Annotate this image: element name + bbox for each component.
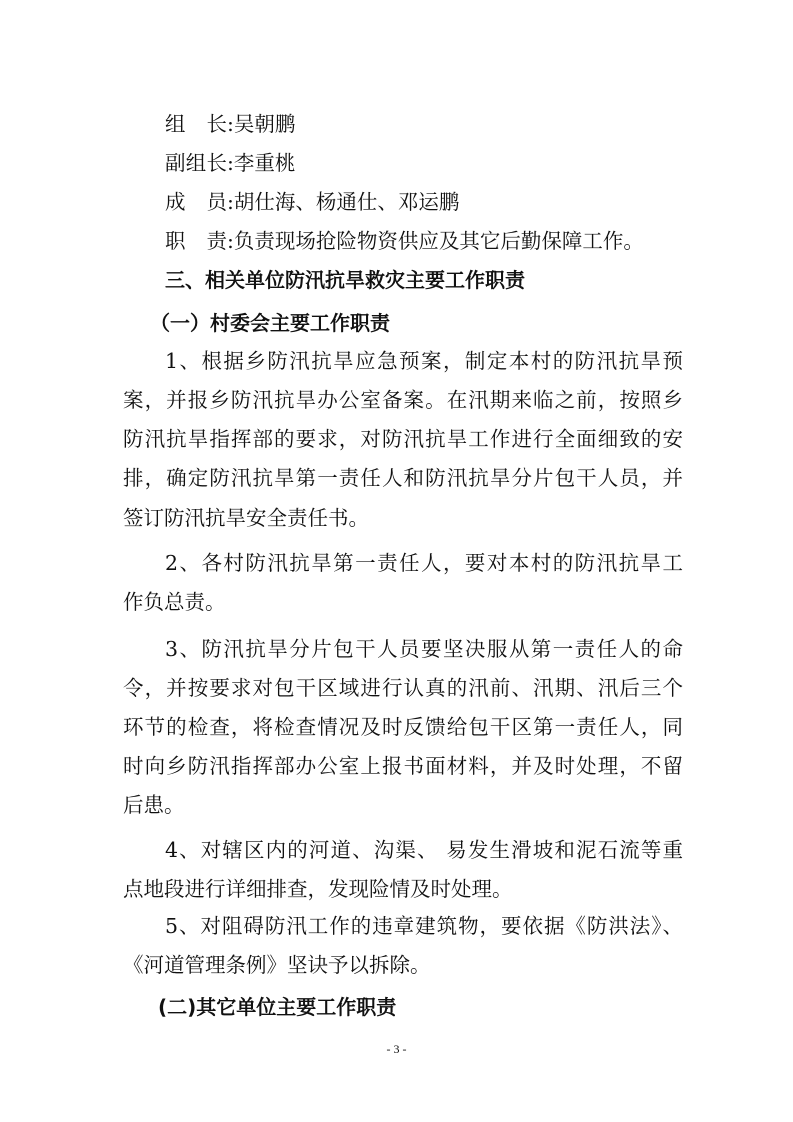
para3-line2: 令，并按要求对包干区域进行认真的汛前、汛期、汛后三个 — [123, 676, 683, 700]
subsection-two-heading: (二)其它单位主要工作职责 — [158, 995, 397, 1019]
duty-line — [165, 229, 725, 253]
para1-line2: 案，并报乡防汛抗旱办公室备案。在汛期来临之前，按照乡 — [123, 388, 683, 412]
page-number: - 3 - — [386, 1042, 407, 1056]
para1-line1: 1、根据乡防汛抗旱应急预案，制定本村的防汛抗旱预 — [165, 349, 683, 373]
para3-line5: 后患。 — [123, 793, 185, 817]
para5-line1: 5、对阻碍防汛工作的违章建筑物，要依据《防洪法》、 — [165, 914, 683, 938]
members-label: 成员 — [165, 190, 227, 214]
para1-line4: 排，确定防汛抗旱第一责任人和防汛抗旱分片包干人员，并 — [123, 466, 683, 490]
leader-label: 组长 — [165, 112, 227, 136]
deputy-value: :李重桃 — [227, 151, 296, 175]
para5-line2: 《河道管理条例》坚诀予以拆除。 — [123, 953, 431, 977]
para2-line1: 2、各村防汛抗旱第一责任人，要对本村的防汛抗旱工 — [165, 551, 683, 575]
members-line — [165, 190, 725, 214]
members-value: :胡仕海、杨通仕、邓运鹏 — [227, 190, 460, 214]
leader-value: :吴朝鹏 — [227, 112, 296, 136]
para2-line2: 作负总责。 — [123, 590, 226, 614]
para3-line1: 3、防汛抗旱分片包干人员要坚决服从第一责任人的命 — [165, 637, 683, 661]
para4-line2: 点地段进行详细排查，发现险情及时处理。 — [123, 877, 513, 901]
para1-line5: 签订防汛抗旱安全责任书。 — [123, 506, 369, 530]
para4-line1: 4、对辖区内的河道、沟渠、 易发生滑坡和泥石流等重 — [165, 838, 683, 862]
para3-line4: 时向乡防汛指挥部办公室上报书面材料，并及时处理，不留 — [123, 754, 683, 778]
deputy-leader-line — [165, 151, 725, 175]
team-leader-line — [165, 112, 725, 136]
section-three-heading: 三、相关单位防汛抗旱救灾主要工作职责 — [165, 268, 525, 292]
para1-line3: 防汛抗旱指挥部的要求，对防汛抗旱工作进行全面细致的安 — [123, 427, 683, 451]
duty-value: :负责现场抢险物资供应及其它后勤保障工作。 — [227, 229, 644, 253]
subsection-one-heading: （一）村委会主要工作职责 — [150, 311, 390, 335]
duty-label: 职责 — [165, 229, 227, 253]
deputy-label: 副组长 — [165, 151, 227, 175]
para3-line3: 环节的检查，将检查情况及时反馈给包干区第一责任人，同 — [123, 715, 683, 739]
